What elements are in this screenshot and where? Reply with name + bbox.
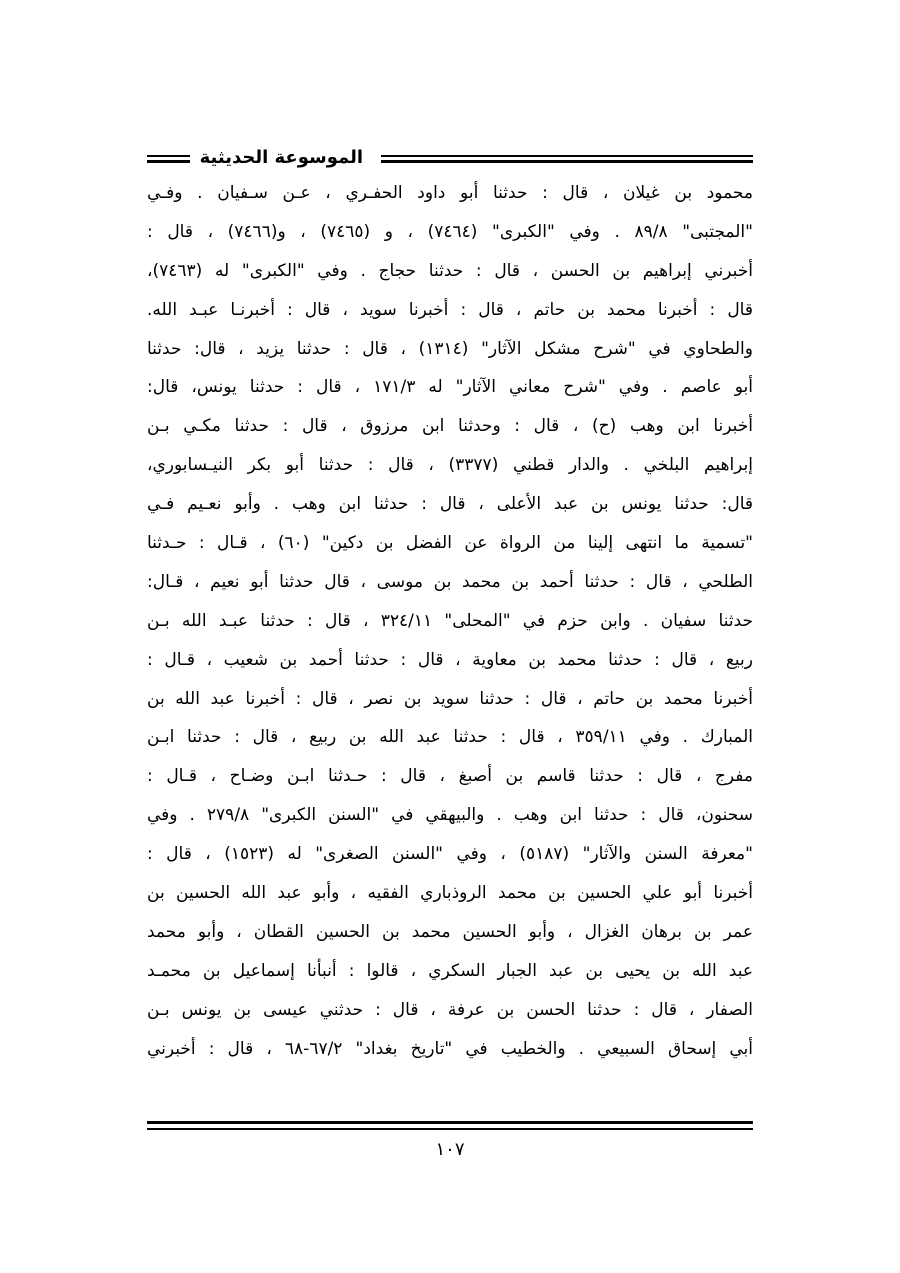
- text-line: قال : أخبرنا محمد بن حاتم ، قال : أخبرنا سويد ، قال : أخبرنـا عبـد الله.: [147, 299, 753, 320]
- running-header: [147, 143, 753, 173]
- text-line: الصفار ، قال : حدثنا الحسن بن عرفة ، قال : حدثني عيسى بن يونس بـن: [147, 999, 753, 1020]
- text-line: محمود بن غيلان ، قال : حدثنا أبو داود الحفـري ، عـن سـفيان . وفـي: [147, 183, 753, 203]
- text-line: أبو عاصم . وفي "شرح معاني الآثار" له ١٧١/٣ ، قال : حدثنا يونس، قال:: [147, 377, 753, 398]
- text-line: عمر بن برهان الغزال ، وأبو الحسين محمد بن الحسين القطان ، وأبو محمد: [147, 921, 753, 942]
- text-line: "تسمية ما انتهى إلينا من الرواة عن الفضل بن دكين" (٦٠) ، قـال : حـدثنا: [147, 533, 753, 554]
- footer-rule: [147, 1121, 753, 1130]
- text-line: أبي إسحاق السبيعي . والخطيب في "تاريخ بغداد" ٦٧/٢-٦٨ ، قال : أخبرني: [147, 1038, 753, 1059]
- text-line: مفرج ، قال : حدثنا قاسم بن أصبغ ، قال : حـدثنا ابـن وضـاح ، قـال :: [147, 766, 753, 787]
- text-line: قال: حدثنا يونس بن عبد الأعلى ، قال : حدثنا ابن وهب . وأبو نعـيم فـي: [147, 494, 753, 515]
- header-title: الموسوعة الحديثية: [190, 143, 373, 173]
- header-rule-right: [381, 155, 753, 163]
- text-line: حدثنا سفيان . وابن حزم في "المحلى" ٣٢٤/١١ ، قال : حدثنا عبـد الله بـن: [147, 610, 753, 631]
- text-line: ربيع ، قال : حدثنا محمد بن معاوية ، قال : حدثنا أحمد بن شعيب ، قـال :: [147, 649, 753, 670]
- text-line: إبراهيم البلخي . والدار قطني (٣٣٧٧) ، قال : حدثنا أبو بكر النيـسابوري،: [147, 455, 753, 476]
- text-line: "معرفة السنن والآثار" (٥١٨٧) ، وفي "السنن الصغرى" له (١٥٢٣) ، قال :: [147, 844, 753, 865]
- text-line: أخبرنا ابن وهب (ح) ، قال : وحدثنا ابن مرزوق ، قال : حدثنا مكـي بـن: [147, 416, 753, 437]
- text-line: أخبرنا أبو علي الحسين بن محمد الروذباري الفقيه ، وأبو عبد الله الحسين بن: [147, 883, 753, 904]
- text-line: عبد الله بن يحيى بن عبد الجبار السكري ، قالوا : أنبأنا إسماعيل بن محمـد: [147, 960, 753, 981]
- body-text: [147, 174, 753, 1068]
- text-line: أخبرنا محمد بن حاتم ، قال : حدثنا سويد بن نصر ، قال : أخبرنا عبد الله بن: [147, 688, 753, 709]
- text-line: أخبرني إبراهيم بن الحسن ، قال : حدثنا حجاج . وفي "الكبرى" له (٧٤٦٣)،: [147, 260, 753, 281]
- page-number: ١٠٧: [435, 1139, 465, 1160]
- text-line: الطلحي ، قال : حدثنا أحمد بن محمد بن موسى ، قال حدثنا أبو نعيم ، قـال:: [147, 571, 753, 592]
- text-line: "المجتبى" ٨٩/٨ . وفي "الكبرى" (٧٤٦٤) ، و (٧٤٦٥) ، و(٧٤٦٦) ، قال :: [147, 221, 753, 242]
- text-line: والطحاوي في "شرح مشكل الآثار" (١٣١٤) ، قال : حدثنا يزيد ، قال: حدثنا: [147, 338, 753, 359]
- text-line: المبارك . وفي ٣٥٩/١١ ، قال : حدثنا عبد الله بن ربيع ، قال : حدثنا ابـن: [147, 727, 753, 748]
- text-line: سحنون، قال : حدثنا ابن وهب . والبيهقي في "السنن الكبرى" ٢٧٩/٨ . وفي: [147, 805, 753, 826]
